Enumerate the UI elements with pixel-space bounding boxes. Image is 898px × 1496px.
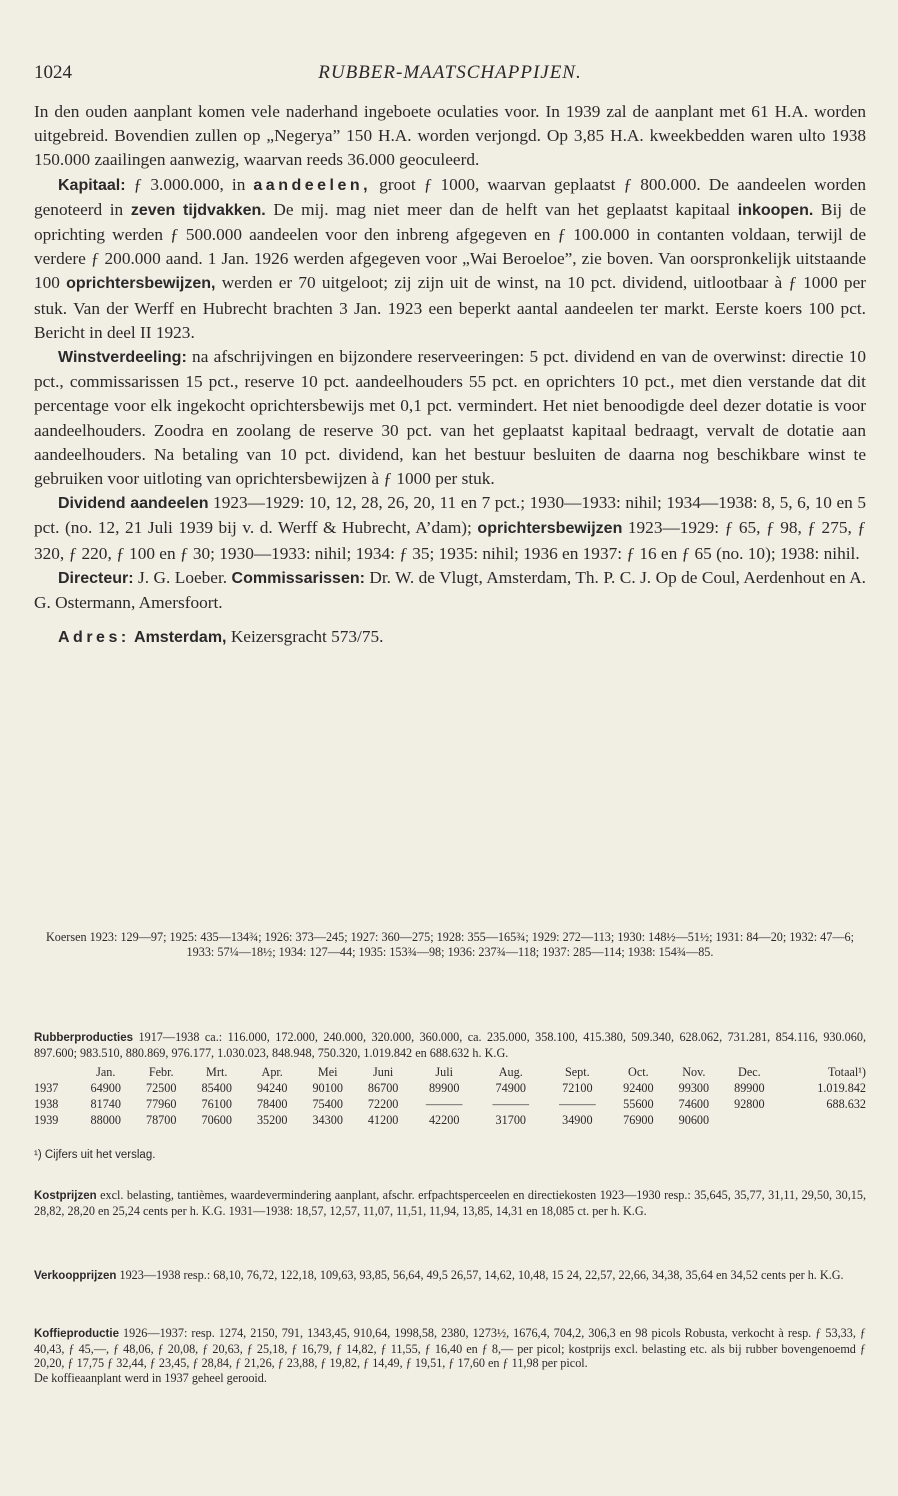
table-header: Mei xyxy=(317,1065,338,1079)
table-cell: 34900 xyxy=(562,1113,593,1127)
table-cell xyxy=(777,1112,866,1128)
table-header xyxy=(34,1064,78,1080)
kostprijzen-text: excl. belasting, tantièmes, waardevermindering aanplant, afschr. erfpachtsperceelen en directiekosten 1923—1930 resp.: 35,645, 35,77, 31,11, 29,50, 30,15, 28,82, 28,20 en 25,24 cents per h. K.G. 1931—1938: 18,57, 12,57, 11,07, 11,51, 11,94, 13,85, 14,31 en 18,085 ct. per h. K.G. xyxy=(34,1188,866,1218)
table-header: Dec. xyxy=(738,1065,761,1079)
rubber-text: 1917—1938 ca.: 116.000, 172.000, 240.000, 320.000, 360.000, ca. 235.000, 358.100, 415.380, 509.340, 628.062, 731.281, 854.116, 930.060, 897.600; 983.510, 880.869, 976.177, 1.030.023, 848.948, 750.320, 1.019.842 en 688.632 h. K.G. xyxy=(34,1030,866,1060)
running-head: RUBBER-MAATSCHAPPIJEN. xyxy=(318,62,582,83)
winstverdeeling-paragraph xyxy=(34,345,866,491)
adres-city: Amsterdam, xyxy=(134,629,227,647)
table-cell xyxy=(722,1112,777,1128)
table-cell: 688.632 xyxy=(826,1097,866,1111)
rubber-label: Rubberproducties xyxy=(34,1032,134,1044)
table-cell: 55600 xyxy=(623,1097,654,1111)
verkoopprijzen-label: Verkoopprijzen xyxy=(34,1270,117,1282)
table-cell: 74900 xyxy=(495,1081,526,1095)
table-cell: 99300 xyxy=(678,1081,710,1095)
table-cell: 76900 xyxy=(623,1113,654,1127)
commissarissen-text: Dr. W. de Vlugt, Amsterdam, Th. P. C. J. Op de Coul, Aerdenhout en A. G. Ostermann, Amersfoort. xyxy=(34,567,866,613)
inkoopen-term: inkoopen. xyxy=(737,201,814,219)
table-row xyxy=(34,1112,866,1128)
adres-paragraph xyxy=(34,625,866,650)
table-cell: 78400 xyxy=(256,1097,288,1111)
table-cell: 81740 xyxy=(90,1097,121,1111)
directeur-text: J. G. Loeber. xyxy=(133,567,232,587)
table-cell: 41200 xyxy=(367,1113,399,1127)
zeven-tijdvakken-term: zeven tijdvakken. xyxy=(130,201,266,219)
table-header: Aug. xyxy=(498,1065,523,1079)
table-cell: 94240 xyxy=(256,1081,288,1095)
table-cell: ——— xyxy=(425,1097,463,1111)
table-cell: 75400 xyxy=(312,1097,343,1111)
table-cell: 1938 xyxy=(34,1097,59,1111)
directeur-label: Directeur: xyxy=(58,569,134,587)
winstverdeeling-label: Winstverdeeling: xyxy=(58,349,187,367)
table-cell: 42200 xyxy=(428,1113,460,1127)
table-header: Totaal¹) xyxy=(828,1065,866,1079)
page-number: 1024 xyxy=(34,62,72,83)
winstverdeeling-text: na afschrijvingen en bijzondere reserveeringen: 5 pct. dividend en van de overwinst: directie 10 pct., commissarissen 15 pct., reserve 10 pct. aandeelhouders 55 pct. en oprichters 10 pct., met dien verstande dat dit percentage voor elk ingekocht oprichtersbewijs met 0,1 pct. vermindert. Het niet benoodigde deel dezer dotatie is voor aandeelhouders. Zoodra en zoolang de reserve 30 pct. van het geplaatst kapitaal bedraagt, vervalt de dotatie aan aandeelhouders. Na betaling van 10 pct. dividend, kan het bestuur besluiten de daarna nog beschikbare winst te gebruiken voor uitloting van oprichtersbewijzen à ƒ 1000 per stuk. xyxy=(34,347,866,489)
aandeelen-term: aandeelen, xyxy=(253,176,372,194)
table-header: Apr. xyxy=(261,1065,283,1079)
table-cell: 89900 xyxy=(734,1081,765,1095)
dividend-paragraph xyxy=(34,491,866,566)
intro-paragraph: In den ouden aanplant komen vele naderhand ingeboete oculaties voor. In 1939 zal de aanplant met 61 H.A. worden uitgebreid. Bovendien zullen op „Negerya” 150 H.A. worden verjongd. Op 3,85 H.A. kweekbedden waren ulto 1938 150.000 zaailingen aanwezig, waarvan reeds 36.000 geoculeerd. xyxy=(34,102,866,170)
koffieproductie-paragraph xyxy=(34,1326,866,1371)
monthly-production-table xyxy=(34,1064,866,1128)
table-cell: 1937 xyxy=(34,1081,59,1095)
dividend-text-2: 1923—1929: ƒ 65, ƒ 98, ƒ 275, ƒ 320, ƒ 220, ƒ 100 en ƒ 30; 1930—1933: nihil; 1934: ƒ 35; 1935: nihil; 1936 en 1937: ƒ 16 en ƒ 65 (no. 10); 1938: nihil. xyxy=(34,518,866,563)
kostprijzen-block xyxy=(34,1188,866,1218)
dividend-text-1: 1923—1929: 10, 12, 28, 26, 20, 11 en 7 pct.; 1930—1933: nihil; 1934—1938: 8, 5, 6, 10 en 5 pct. (no. 12, 21 Juli 1939 bij v. d. Werff & Hubrecht, A’dam); xyxy=(34,493,866,538)
table-header: Jan. xyxy=(96,1065,116,1079)
table-header: Mrt. xyxy=(206,1065,228,1079)
verkoopprijzen-block xyxy=(34,1268,866,1284)
table-cell: 89900 xyxy=(428,1081,460,1095)
table-header: Sept. xyxy=(564,1065,590,1079)
table-cell: 35200 xyxy=(256,1113,288,1127)
kapitaal-label: Kapitaal: xyxy=(58,176,126,194)
adres-street: Keizersgracht 573/75. xyxy=(226,627,384,647)
adres-label: Adres: xyxy=(58,629,130,647)
koffie-last-line: De koffieaanplant werd in 1937 geheel gerooid. xyxy=(34,1370,267,1385)
koersen-text: Koersen 1923: 129—97; 1925: 435—134¾; 1926: 373—245; 1927: 360—275; 1928: 355—165¾; 1929: 272—113; 1930: 148½—51½; 1931: 84—20; 1932: 47—6; 1933: 57¼—18½; 1934: 127—44; 1935: 153¾—98; 1936: 237¾—118; 1937: 285—114; 1938: 154¾—85. xyxy=(46,930,854,959)
oprichtersbewijzen-label: oprichtersbewijzen xyxy=(477,520,623,538)
table-row xyxy=(34,1080,866,1096)
rubber-paragraph xyxy=(34,1030,866,1060)
table-cell: ——— xyxy=(559,1097,596,1111)
table-header: Juli xyxy=(435,1065,453,1079)
table-header: Juni xyxy=(373,1065,394,1079)
koersen-block xyxy=(34,930,866,959)
table-cell: 34300 xyxy=(312,1113,343,1127)
verkoopprijzen-text: 1923—1938 resp.: 68,10, 76,72, 122,18, 109,63, 93,85, 56,64, 49,5 26,57, 14,62, 10,48, 15 24, 22,57, 22,66, 34,38, 35,64 en 34,52 cents per h. K.G. xyxy=(116,1268,844,1282)
kapitaal-text-5: werden er 70 uitgeloot; zij zijn uit de winst, na 10 pct. dividend, uitlootbaar à ƒ 1000 per stuk. Van der Werff en Hubrecht brachten 3 Jan. 1923 een beperkt aantal aandeelen ter markt. Eerste koers 100 pct. Bericht in deel II 1923. xyxy=(34,273,866,342)
table-cell: 72500 xyxy=(145,1081,177,1095)
verkoopprijzen-paragraph xyxy=(34,1268,866,1284)
table-header: Febr. xyxy=(148,1065,174,1079)
footnote-text: ¹) Cijfers uit het verslag. xyxy=(34,1149,156,1161)
table-cell: 31700 xyxy=(495,1113,526,1127)
kapitaal-paragraph xyxy=(34,173,866,345)
table-cell: 1939 xyxy=(34,1113,59,1127)
table-cell: 88000 xyxy=(90,1113,121,1127)
rubber-block xyxy=(34,1030,866,1060)
table-cell: 74600 xyxy=(678,1097,710,1111)
table-cell: 70600 xyxy=(201,1113,232,1127)
table-header: Oct. xyxy=(628,1065,649,1079)
koffieproductie-text: 1926—1937: resp. 1274, 2150, 791, 1343,45, 910,64, 1998,58, 2380, 1273½, 1676,4, 704,2, 306,3 en 98 picols Robusta, verkocht à resp. ƒ 53,33, ƒ 40,43, ƒ 45,—, ƒ 48,06, ƒ 20,08, ƒ 20,63, ƒ 25,18, ƒ 16,79, ƒ 14,82, ƒ 11,55, ƒ 16,40 en ƒ 8,— per picol; kostprijs excl. belasting etc. als bij rubber bovengenoemd ƒ 20,20, ƒ 17,75 ƒ 32,44, ƒ 23,45, ƒ 28,84, ƒ 21,26, ƒ 23,88, ƒ 19,82, ƒ 14,49, ƒ 19,51, ƒ 17,60 en ƒ 11,98 per picol. xyxy=(34,1326,866,1371)
footnote xyxy=(34,1148,866,1163)
main-text xyxy=(34,100,866,650)
table-cell: 72100 xyxy=(562,1081,593,1095)
table-cell: 77960 xyxy=(145,1097,177,1111)
oprichtersbewijzen-term: oprichtersbewijzen, xyxy=(66,275,216,293)
table-cell: 86700 xyxy=(367,1081,399,1095)
koffieproductie-label: Koffieproductie xyxy=(34,1328,119,1340)
table-header-row xyxy=(34,1064,866,1080)
table-cell: 78700 xyxy=(145,1113,177,1127)
table-cell: 90100 xyxy=(312,1081,343,1095)
table-cell: 85400 xyxy=(201,1081,232,1095)
table-cell: 64900 xyxy=(90,1081,121,1095)
directeur-paragraph xyxy=(34,566,866,615)
table-cell: 72200 xyxy=(367,1097,399,1111)
table-header: Nov. xyxy=(682,1065,706,1079)
kapitaal-text-2: groot ƒ 1000, waarvan geplaatst ƒ 800.000. De aandeelen worden genoteerd in xyxy=(34,174,866,219)
kapitaal-text-4: Bij de oprichting werden ƒ 500.000 aandeelen voor den inbreng afgegeven en ƒ 100.000 in contanten voldaan, terwijl de verdere ƒ 200.000 aand. 1 Jan. 1926 werden afgegeven voor „Wai Beroeloe”, zie boven. Van oorspronkelijk uitstaande 100 xyxy=(34,199,866,293)
table-cell: 76100 xyxy=(201,1097,232,1111)
kostprijzen-label: Kostprijzen xyxy=(34,1190,97,1202)
table-cell: 92400 xyxy=(623,1081,654,1095)
koffieproductie-block xyxy=(34,1326,866,1385)
page-header xyxy=(34,62,866,86)
table-row xyxy=(34,1096,866,1112)
commissarissen-label: Commissarissen: xyxy=(231,569,365,587)
table-cell: 92800 xyxy=(734,1097,765,1111)
kapitaal-text-3: De mij. mag niet meer dan de helft van het geplaatst kapitaal xyxy=(265,199,738,219)
table-cell: 1.019.842 xyxy=(817,1081,866,1095)
kapitaal-text-1: ƒ 3.000.000, in xyxy=(125,174,254,194)
dividend-label: Dividend aandeelen xyxy=(58,495,209,513)
kostprijzen-paragraph xyxy=(34,1188,866,1218)
table-cell: ——— xyxy=(492,1097,530,1111)
table-cell: 90600 xyxy=(678,1113,710,1127)
